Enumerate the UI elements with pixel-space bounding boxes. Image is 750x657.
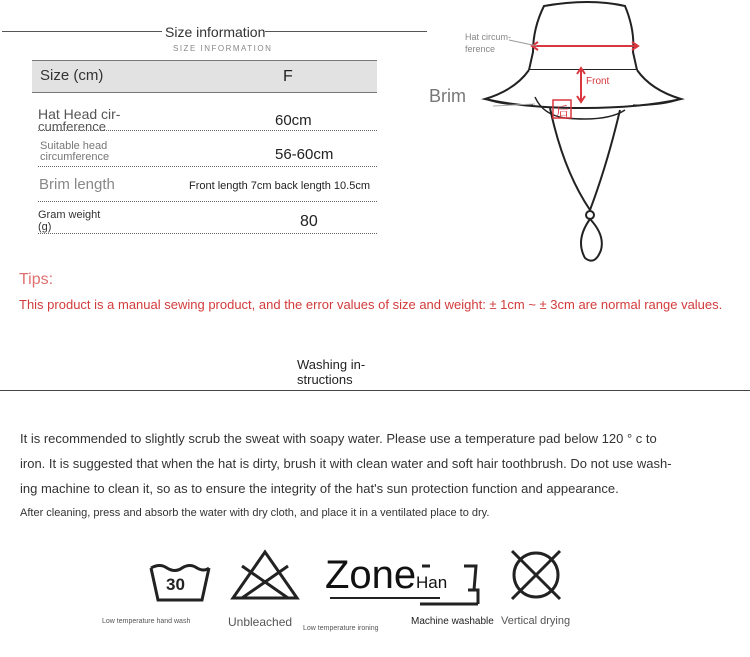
header-rule-right	[265, 31, 427, 32]
hat-crown-shape	[529, 2, 637, 70]
row-value: 80	[300, 213, 318, 230]
size-info-subtitle: SIZE INFORMATION	[173, 44, 273, 53]
circumference-label-line: Hat circum-	[465, 32, 512, 42]
row-label-line: Hat Head cir-	[38, 106, 121, 122]
row-label-line: Gram weight	[38, 209, 101, 221]
brim-label: Brim	[429, 86, 466, 106]
washing-title-line: Washing in-	[297, 357, 366, 372]
chin-strap-left	[550, 108, 590, 210]
size-column-label: Size (cm)	[40, 67, 104, 84]
washing-paragraph	[20, 426, 700, 501]
row-value: 60cm	[275, 112, 312, 129]
row-value: Front length 7cm back length 10.5cm	[189, 180, 370, 192]
ironing-label: Low temperature ironing	[303, 625, 379, 632]
row-label-line: cumference	[38, 119, 106, 134]
row-divider	[38, 201, 377, 202]
unbleached-label: Unbleached	[228, 615, 293, 629]
row-label-line: circumference	[40, 151, 110, 163]
machine-wash-icon	[416, 562, 482, 608]
size-column-value: F	[283, 68, 293, 85]
row-value: 56-60cm	[275, 146, 334, 163]
row-divider	[38, 130, 377, 131]
size-table-header	[32, 60, 377, 93]
washing-line: It is recommended to slightly scrub the sweat with soapy water. Please use a temperature pad below 120 ° c to	[20, 431, 657, 446]
circumference-label-line: ference	[465, 44, 496, 54]
size-info-title: Size information	[165, 24, 266, 40]
washing-line: ing machine to clean it, so as to ensure the integrity of the hat's sun protection function and appearance.	[20, 481, 619, 496]
circumference-label	[465, 31, 511, 55]
tips-text: This product is a manual sewing product, and the error values of size and weight: ± 1cm ~ ± 3cm are normal range values.	[19, 297, 723, 312]
header-rule-left	[2, 31, 162, 32]
han-text: Han	[416, 573, 448, 592]
row-label-line: (g)	[38, 221, 52, 233]
back-label: 后	[556, 104, 570, 119]
washing-divider	[0, 390, 750, 391]
vertical-drying-label: Vertical drying	[501, 615, 571, 627]
zone-text: Zone	[325, 553, 417, 597]
row-label-line: Suitable head	[40, 140, 108, 152]
washing-note: After cleaning, press and absorb the water with dry cloth, and place it in a ventilated place to dry.	[20, 507, 490, 519]
hat-brim-shape	[485, 70, 681, 108]
front-label: Front	[586, 76, 610, 87]
row-label-line: Brim length	[39, 176, 115, 193]
chin-strap-right	[590, 110, 620, 210]
tips-title: Tips:	[19, 271, 54, 288]
strap-loop	[581, 219, 602, 261]
hand-wash-temperature: 30	[166, 575, 185, 594]
row-divider	[38, 233, 377, 234]
row-divider	[38, 166, 377, 167]
washing-title-line: structions	[297, 372, 353, 387]
hand-wash-label: Low temperature hand wash	[102, 618, 191, 625]
no-bleach-icon	[230, 548, 300, 602]
washing-line: iron. It is suggested that when the hat is dirty, brush it with clean water and soft hair toothbrush. Do not use wash-	[20, 456, 672, 471]
no-tumble-dry-icon	[506, 544, 566, 606]
machine-wash-label: Machine washable	[411, 616, 494, 627]
washing-title	[297, 357, 365, 387]
